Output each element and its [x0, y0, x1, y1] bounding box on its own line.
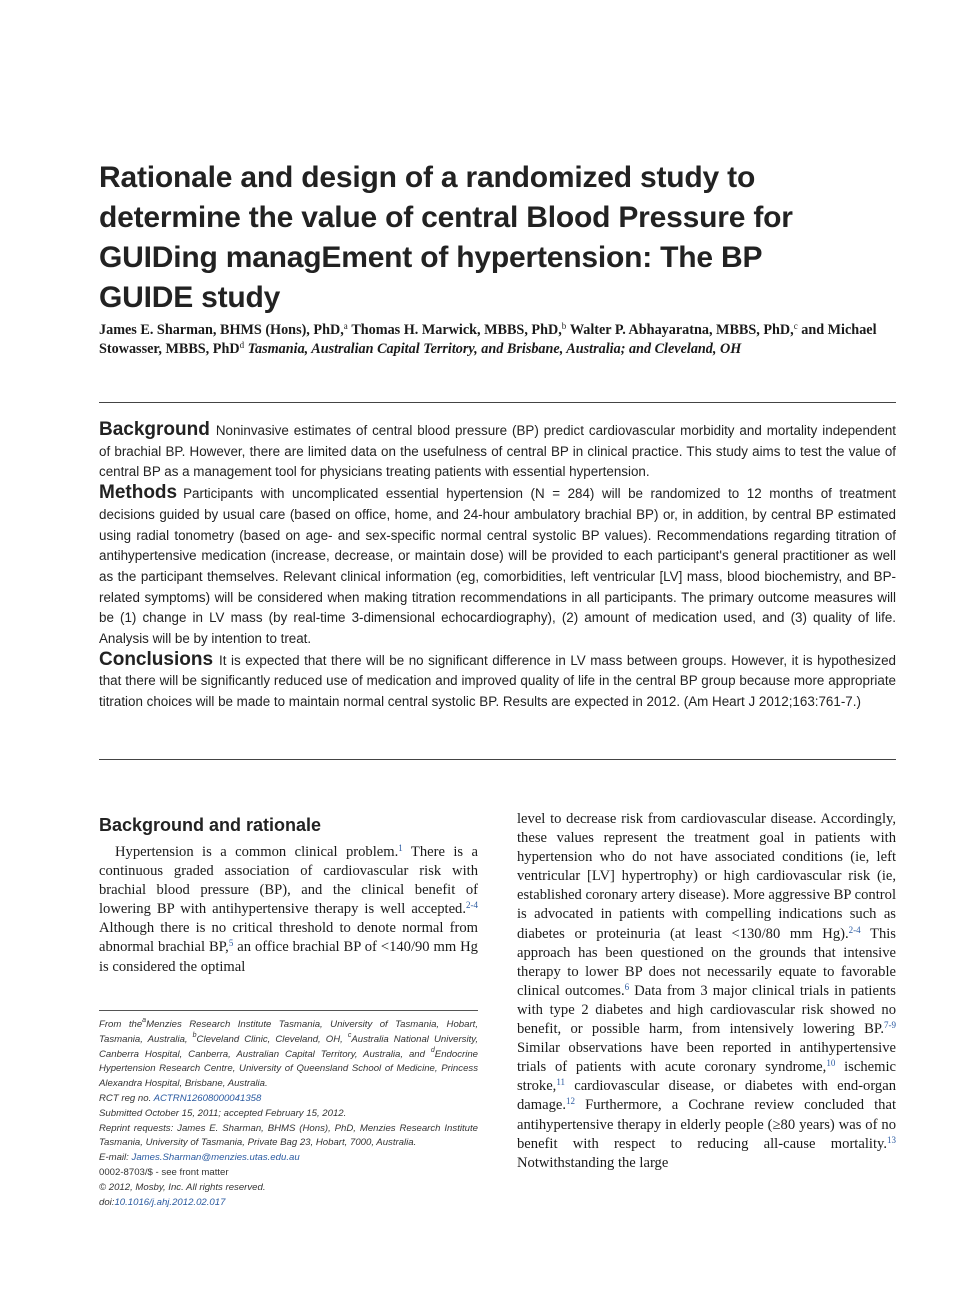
email-link[interactable]: James.Sharman@menzies.utas.edu.au	[131, 1152, 300, 1164]
reference-link[interactable]: 11	[556, 1077, 565, 1088]
author-locations: Tasmania, Australian Capital Territory, and Brisbane, Australia; and Cleveland, OH	[247, 341, 742, 357]
footnote-text: From the	[99, 1019, 143, 1030]
reference-link[interactable]: 6	[624, 981, 630, 992]
issn-line: 0002-8703/$ - see front matter	[99, 1166, 229, 1178]
body-text: cardiovascular disease, or diabetes with end-organ damage.	[517, 1078, 896, 1114]
reference-link[interactable]: 12	[566, 1096, 576, 1107]
abstract-conclusions	[99, 650, 896, 713]
affiliation-mark: b	[192, 1031, 197, 1039]
left-column	[99, 813, 478, 977]
author-name: Walter P. Abhayaratna, MBBS, PhD,	[569, 322, 794, 338]
submission-dates: Submitted October 15, 2011; accepted February 15, 2012.	[99, 1107, 347, 1119]
footnote-rule	[99, 1010, 478, 1011]
abstract-heading: Background	[99, 419, 210, 440]
author-name: Thomas H. Marwick, MBBS, PhD,	[351, 322, 562, 338]
abstract-heading: Methods	[99, 482, 178, 504]
abstract-top-rule	[99, 402, 896, 403]
abstract-text: Noninvasive estimates of central blood pressure (BP) predict cardiovascular morbidity and mortality independent of brachial BP. However, there are limited data on the usefulness of central BP in clinical practice. This study aims to test the value of central BP as a management tool for physicians treating patients with essential hypertension.	[99, 423, 896, 480]
footnote-text: RCT reg no.	[99, 1092, 152, 1104]
affiliation-mark: b	[561, 321, 567, 331]
abstract	[99, 420, 896, 713]
body-paragraph	[99, 843, 478, 977]
article-title: Rationale and design of a randomized study to determine the value of central Blood Pressure for GUIDing managEment of hypertension: The BP GUIDE study	[99, 161, 793, 314]
affiliation-mark: c	[347, 1031, 352, 1039]
body-text: Although there is no critical threshold to denote normal from abnormal brachial BP,	[99, 920, 478, 956]
author-name: and Michael Stowasser, MBBS, PhD	[99, 322, 877, 357]
abstract-background	[99, 420, 896, 483]
rct-registration	[99, 1092, 478, 1107]
affiliation-mark: a	[142, 1017, 147, 1024]
footnote-text: Menzies Research Institute Tasmania, University of Tasmania, Hobart, Tasmania, Australia,	[99, 1019, 478, 1045]
footnote-text: doi:	[99, 1196, 115, 1208]
abstract-heading: Conclusions	[99, 648, 214, 670]
affiliation-mark: d	[430, 1046, 435, 1054]
reference-link[interactable]: 2-4	[466, 900, 478, 911]
abstract-bottom-rule	[99, 759, 896, 760]
reference-link[interactable]: 10	[826, 1058, 836, 1069]
email-line	[99, 1151, 478, 1166]
abstract-text: It is expected that there will be no significant difference in LV mass between groups. However, it is hypothesized that there will be significantly reduced use of medication and improved quality of life in the central BP group because more appropriate titration choices will be made to maintain normal central systolic BP. Results are expected in 2012. (Am Heart J 2012;163:761-7.)	[99, 652, 896, 710]
body-text: level to decrease risk from cardiovascular disease. Accordingly, these values represent the treatment goal in patients with hypertension who do not have associated conditions (ie, left ventricular [LV] hypertrophy) or high cardiovascular risk (ie, established coronary artery disease). More aggressive BP control is advocated in patients with compelling indications such as diabetes or proteinuria (at least <130/80 mm Hg).	[517, 811, 896, 942]
footnote-text: E-mail:	[99, 1152, 129, 1164]
abstract-methods	[99, 483, 896, 650]
affiliation-mark: c	[793, 321, 798, 331]
footnote-text: Australia National University, Canberra Hospital, Canberra, Australian Capital Territory, Australia, and	[99, 1033, 479, 1060]
footnote-text: Endocrine Hypertension Research Centre, University of Queensland School of Medicine, Princess Alexandra Hospital, Brisbane, Australia.	[99, 1048, 478, 1090]
body-text: Furthermore, a Cochrane review concluded that antihypertensive therapy in elderly people (≥80 years) was of no benefit with respect to reducing all-cause mortality.	[517, 1097, 896, 1152]
abstract-text: Participants with uncomplicated essential hypertension (N = 284) will be randomized to 12 months of treatment decisions guided by usual care (based on office, home, and 24-hour ambulatory brachial BP) or, in addition, by central BP estimated using radial tonometry (based on age- and sex-specific normal central systolic BP values). Recommendations regarding titration of antihypertensive medication (increase, decrease, or maintain dose) will be provided to each participant's general practitioner as well as the participant themselves. Relevant clinical information (eg, comorbidities, left ventricular [LV] mass, blood biochemistry, and BP-related symptoms) will be considered when making titration recommendations in all participants. The primary outcome measures will be (1) change in LV mass (by real-time 3-dimensional echocardiography), (2) amount of medication used, and (3) quality of life. Analysis will be by intention to treat.	[99, 486, 896, 647]
body-text: ischemic stroke,	[517, 1059, 896, 1095]
body-text: Notwithstanding the large	[517, 1154, 669, 1171]
reference-link[interactable]: 7-9	[884, 1020, 896, 1031]
body-text: This approach has been questioned on the grounds that intensive therapy to lower BP does not necessarily equate to favorable clinical outcomes.	[517, 925, 896, 999]
rct-link[interactable]: ACTRN12608000041358	[153, 1092, 262, 1104]
body-text: an office brachial BP of <140/90 mm Hg is considered the optimal	[99, 939, 478, 975]
body-text: Hypertension is a common clinical problem.	[115, 844, 399, 860]
footnotes	[99, 1018, 478, 1210]
copyright-line: © 2012, Mosby, Inc. All rights reserved.	[99, 1181, 266, 1193]
doi-line	[99, 1196, 478, 1211]
affiliations	[99, 1018, 478, 1092]
reference-link[interactable]: 5	[228, 938, 234, 949]
right-column	[517, 810, 896, 1173]
reprint-requests: Reprint requests: James E. Sharman, BHMS (Hons), PhD, Menzies Research Institute Tasmania, University of Tasmania, Private Bag 23, Hobart, 7000, Australia.	[99, 1122, 478, 1149]
affiliation-mark: d	[239, 340, 245, 350]
section-heading: Background and rationale	[99, 815, 322, 835]
body-text: Data from 3 major clinical trials in patients with type 2 diabetes and high cardiovascular risk showed no benefit, or possible harm, from intensively lowering BP.	[517, 982, 896, 1038]
doi-link[interactable]: 10.1016/j.ahj.2012.02.017	[114, 1196, 226, 1208]
footnote-text: Cleveland Clinic, Cleveland, OH,	[196, 1033, 343, 1045]
reference-link[interactable]: 13	[887, 1134, 896, 1145]
affiliation-mark: a	[343, 321, 348, 331]
reference-link[interactable]: 2-4	[848, 924, 861, 935]
reference-link[interactable]: 1	[398, 843, 403, 853]
body-text: Similar observations have been reported in antihypertensive trials of patients with acute coronary syndrome,	[517, 1040, 896, 1076]
body-text: There is a continuous graded association of cardiovascular risk with brachial blood pressure (BP), and the clinical benefit of lowering BP with antihypertensive therapy is well accepted.	[99, 844, 478, 918]
author-list	[99, 321, 899, 359]
author-name: James E. Sharman, BHMS (Hons), PhD,	[99, 322, 344, 338]
body-paragraph	[517, 810, 896, 1173]
